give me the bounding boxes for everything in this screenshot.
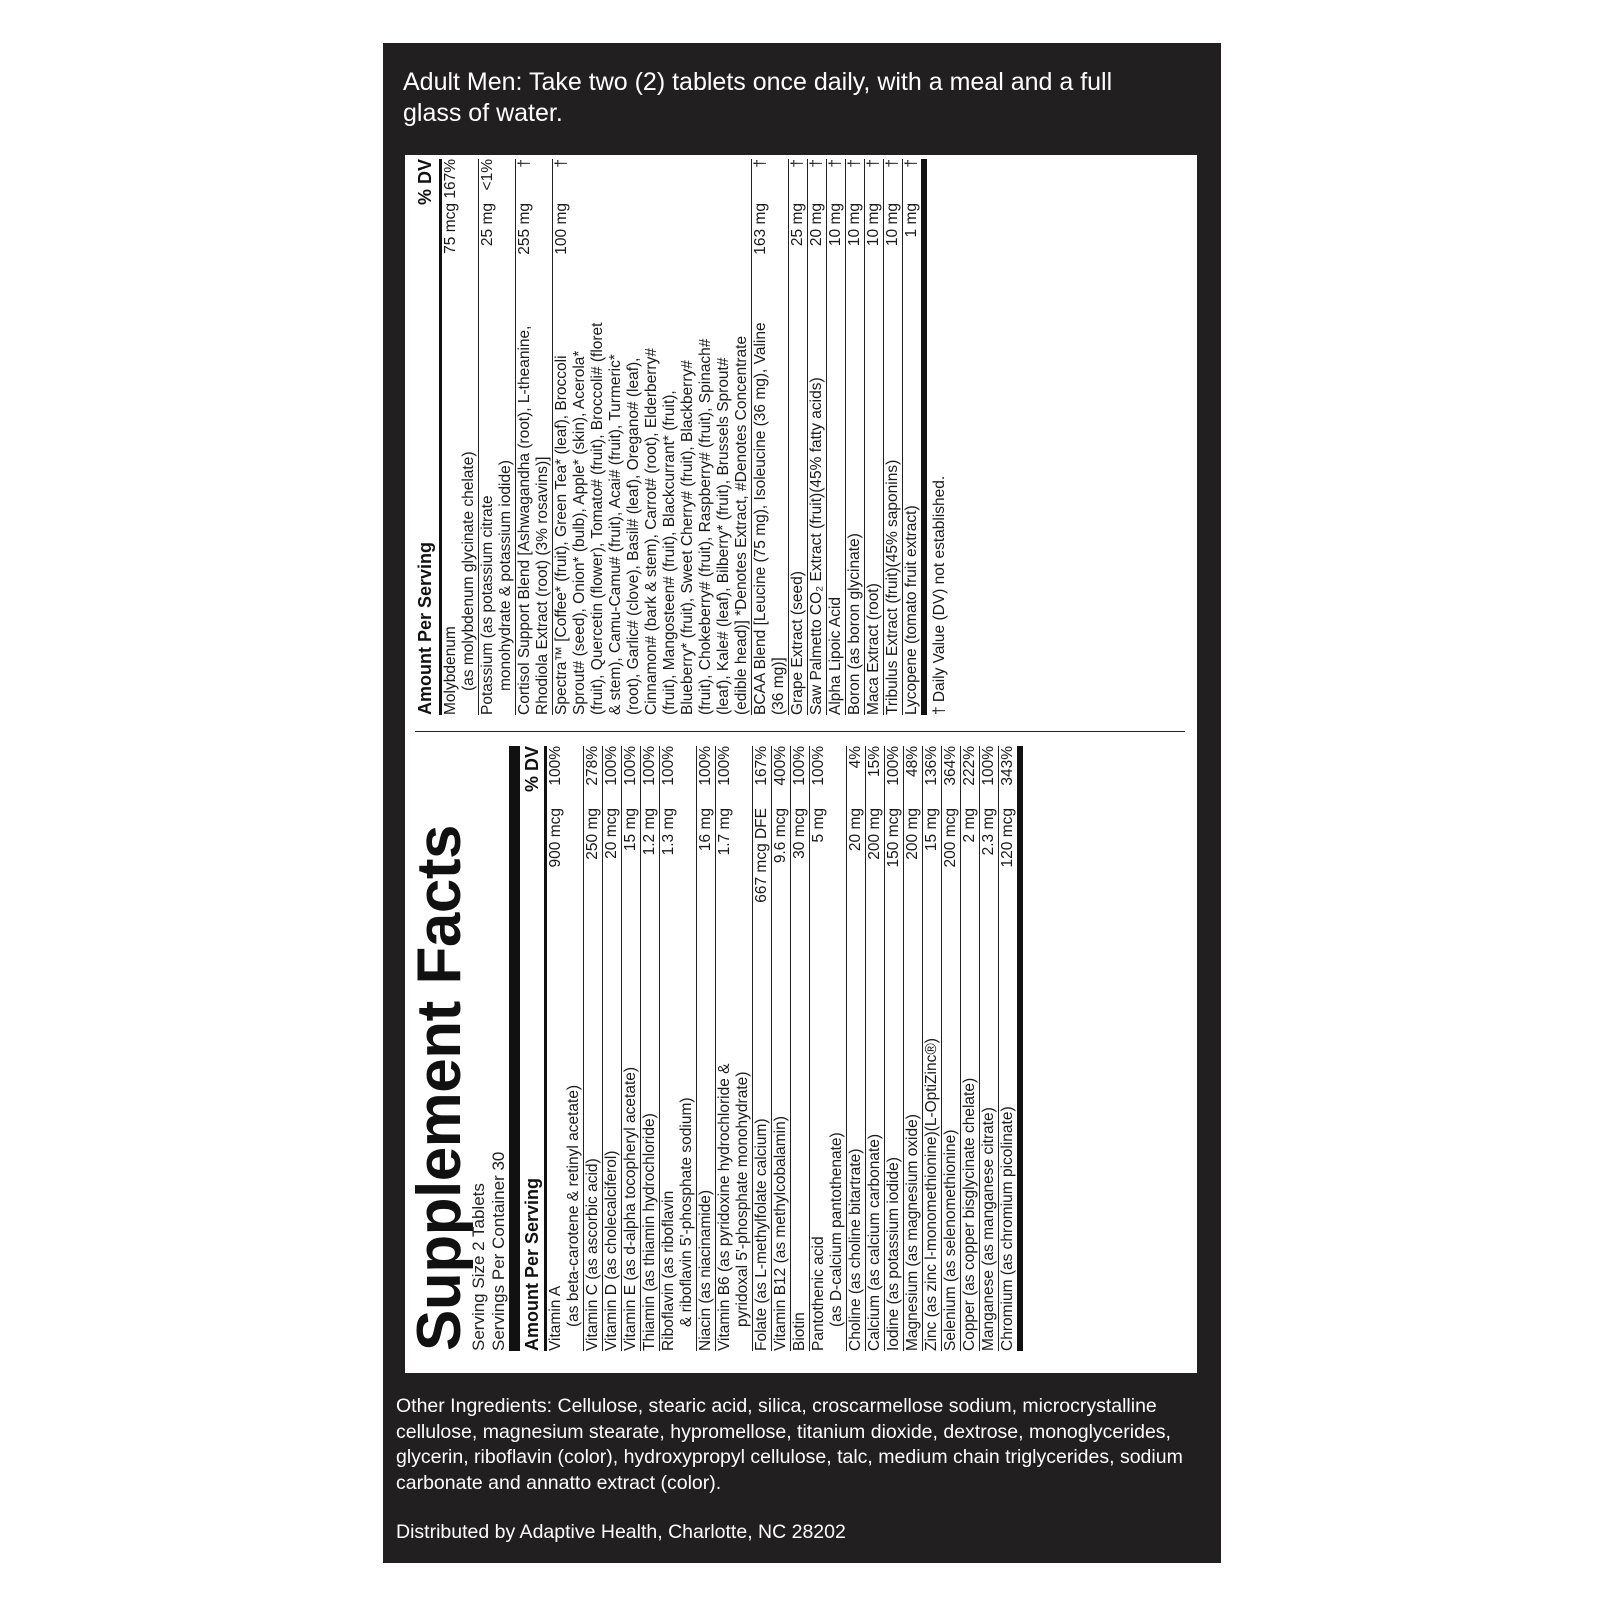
nutrient-amount: 20 mg: [847, 808, 864, 852]
nutrient-row: [622, 746, 641, 1351]
nutrient-amount: 30 mcg: [791, 808, 808, 859]
nutrient-row: [772, 746, 791, 1351]
nutrient-dv: 100%: [603, 746, 620, 786]
rotated-facts-content: [405, 155, 1197, 1373]
nutrient-row: [752, 159, 789, 715]
nutrient-label: Cortisol Support Blend [Ashwagandha (root), L-theanine, Rhodiola Extract (root) (3% rosavins)]: [516, 325, 551, 715]
nutrient-amount: 2.3 mg: [980, 808, 997, 856]
nutrient-amount: 2 mg: [961, 808, 978, 843]
nutrient-name: [808, 315, 826, 715]
nutrient-row: [753, 746, 772, 1351]
nutrient-label: Chromium (as chromium picolinate): [999, 1106, 1016, 1351]
nutrient-dv: 100%: [810, 746, 827, 786]
nutrient-row: [999, 746, 1023, 1351]
nutrient-label: Iodine (as potassium iodide): [885, 1157, 902, 1351]
nutrient-label: Vitamin A: [547, 1285, 564, 1351]
nutrient-name: [547, 966, 583, 1351]
nutrient-dv: †: [516, 159, 533, 168]
nutrient-name: [865, 315, 883, 715]
nutrient-row: [716, 746, 753, 1351]
nutrient-row: [808, 159, 827, 715]
nutrient-name: [752, 315, 788, 715]
nutrient-dv: 4%: [847, 746, 864, 769]
nutrient-dv: 100%: [641, 746, 658, 786]
nutrient-dv: †: [553, 159, 570, 168]
nutrient-name: [884, 315, 902, 715]
nutrient-label: Magnesium (as magnesium oxide): [904, 1114, 921, 1351]
distributor-text: Distributed by Adaptive Health, Charlotte, NC 28202: [396, 1521, 846, 1543]
nutrient-label: Tribulus Extract (fruit)(45% saponins): [884, 459, 901, 715]
nutrient-row: [641, 746, 660, 1351]
nutrient-label: Calcium (as calcium carbonate): [866, 1133, 883, 1351]
nutrient-label: Vitamin E (as d-alpha tocopheryl acetate): [622, 1066, 639, 1351]
nutrient-label: Vitamin B12 (as methylcobalamin): [772, 1116, 789, 1351]
serving-size: Serving Size 2 Tablets: [469, 1183, 488, 1351]
column-divider: [415, 731, 1185, 732]
nutrient-label: Molybdenum: [442, 626, 459, 715]
nutrient-label: Copper (as copper bisglycinate chelate): [961, 1077, 978, 1351]
nutrient-amount: 667 mcg DFE: [753, 808, 770, 903]
nutrient-amount: 1.2 mg: [641, 808, 658, 856]
nutrient-name: [846, 315, 864, 715]
nutrient-amount: 25 mg: [479, 203, 496, 247]
nutrient-label: Alpha Lipoic Acid: [827, 596, 844, 715]
nutrient-name: [641, 966, 659, 1351]
nutrient-name: [772, 966, 790, 1351]
nutrient-dv: †: [808, 159, 825, 168]
nutrient-row: [961, 746, 980, 1351]
nutrient-label: Spectra™ [Coffee* (fruit), Green Tea* (leaf), Broccoli Sprout# (seed), Onion* (bulb), Apple* (skin), Acerola* (fruit), Quercetin (flower), Tomato# (fruit), Broccoli# (floret & stem), Camu-Camu# (fruit), Acai# (fruit), Turmeric* (root), Garlic# (clove), Basil# (leaf), Oregano# (leaf), Cinnamon# (bark & stem), Carrot# (root), Elderberry# (fruit), Mangosteen# (fruit), Blackcurrant* (fruit), Blueberry* (fruit), Sweet Cherry# (fruit), Blackberry# (fruit), Chokeberry# (fruit), Raspberry# (fruit), Spinach# (leaf), Kale# (leaf), Bilberry* (fruit), Brussels Sprout# (edible head)] *Denotes Extract, #Denotes Concentrate: [553, 322, 750, 715]
nutrient-name: [753, 966, 771, 1351]
nutrient-dv: 100%: [885, 746, 902, 786]
nutrient-row: [547, 746, 584, 1351]
nutrient-name: [980, 966, 998, 1351]
nutrient-dv: 100%: [697, 746, 714, 786]
nutrient-row: [789, 159, 808, 715]
nutrient-name: [697, 966, 715, 1351]
nutrient-amount: 10 mg: [884, 203, 901, 247]
nutrient-source: (as molybdenum glycinate chelate): [460, 451, 477, 691]
nutrient-source: (as beta-carotene & retinyl acetate): [565, 1084, 582, 1327]
nutrient-name: [885, 966, 903, 1351]
nutrient-dv: 136%: [923, 746, 940, 786]
nutrient-name: [789, 315, 807, 715]
nutrient-row: [884, 159, 903, 715]
nutrient-dv: 100%: [791, 746, 808, 786]
nutrient-name: [866, 966, 884, 1351]
facts-title: Supplement Facts: [405, 825, 474, 1351]
nutrient-amount: 5 mg: [810, 808, 827, 843]
nutrient-name: [904, 966, 922, 1351]
nutrient-row: [791, 746, 810, 1351]
nutrient-label: Lycopene (tomato fruit extract): [903, 505, 920, 715]
nutrient-label: Maca Extract (root): [865, 583, 882, 715]
facts-column-right: [411, 159, 1191, 715]
nutrient-dv: 15%: [866, 746, 883, 778]
nutrient-amount: 10 mg: [865, 203, 882, 247]
nutrient-name: [810, 966, 846, 1351]
nutrient-list-left: [547, 746, 1023, 1351]
nutrient-name: [716, 966, 752, 1351]
nutrient-name: [584, 966, 602, 1351]
nutrient-amount: 25 mg: [789, 203, 806, 247]
nutrient-row: [904, 746, 923, 1351]
nutrient-label: Manganese (as manganese citrate): [980, 1107, 997, 1351]
nutrient-dv: 400%: [772, 746, 789, 786]
nutrient-dv: <1%: [479, 159, 496, 191]
nutrient-row: [942, 746, 961, 1351]
dv-header-2: % DV: [415, 159, 435, 206]
supplement-facts-panel: [405, 155, 1197, 1373]
nutrient-dv: †: [846, 159, 863, 168]
nutrient-row: [827, 159, 846, 715]
nutrient-name: [553, 315, 751, 715]
nutrient-row: [903, 159, 927, 715]
nutrient-name: [791, 966, 809, 1351]
nutrient-row: [553, 159, 752, 715]
nutrient-name: [442, 315, 478, 715]
nutrient-dv: 100%: [980, 746, 997, 786]
nutrient-row: [866, 746, 885, 1351]
servings-per-container: Servings Per Container 30: [489, 1151, 508, 1351]
nutrient-name: [903, 315, 921, 715]
nutrient-name: [660, 966, 696, 1351]
dv-header: % DV: [522, 746, 542, 793]
nutrient-label: Biotin: [791, 1312, 808, 1351]
nutrient-source: monohydrate & potassium iodide): [497, 460, 514, 691]
nutrient-amount: 15 mg: [622, 808, 639, 852]
nutrient-row: [479, 159, 516, 715]
nutrient-amount: 20 mcg: [603, 808, 620, 859]
nutrient-row: [697, 746, 716, 1351]
nutrient-dv: 100%: [547, 746, 564, 786]
nutrient-name: [847, 966, 865, 1351]
nutrient-name: [516, 315, 552, 715]
nutrient-amount: 255 mg: [516, 203, 533, 255]
nutrient-dv: 48%: [904, 746, 921, 778]
nutrient-label: Vitamin B6 (as pyridoxine hydrochloride &: [716, 1063, 733, 1351]
nutrient-label: Niacin (as niacinamide): [697, 1189, 714, 1351]
nutrient-name: [827, 315, 845, 715]
nutrient-amount: 10 mg: [827, 203, 844, 247]
nutrient-dv: †: [827, 159, 844, 168]
nutrient-dv: 167%: [442, 159, 459, 199]
amount-header: Amount Per Serving: [522, 1177, 542, 1351]
nutrient-label: Potassium (as potassium citrate: [479, 495, 496, 715]
nutrient-dv: 100%: [660, 746, 677, 786]
nutrient-amount: 900 mcg: [547, 808, 564, 868]
nutrient-label: Boron (as boron glycinate): [846, 533, 863, 715]
nutrient-name: [479, 315, 515, 715]
col2-header: [415, 159, 442, 715]
nutrient-row: [516, 159, 553, 715]
nutrient-amount: 200 mg: [904, 808, 921, 860]
nutrient-name: [603, 966, 621, 1351]
nutrient-amount: 1.7 mg: [716, 808, 733, 856]
nutrient-amount: 10 mg: [846, 203, 863, 247]
nutrient-amount: 75 mcg: [442, 203, 459, 254]
nutrient-amount: 150 mcg: [885, 808, 902, 868]
facts-column-left: [405, 746, 1191, 1351]
nutrient-dv: 222%: [961, 746, 978, 786]
nutrient-amount: 100 mg: [553, 203, 570, 255]
nutrient-name: [999, 966, 1017, 1351]
nutrient-row: [846, 159, 865, 715]
directions-text: Adult Men: Take two (2) tablets once daily, with a meal and a full glass of water.: [403, 68, 1113, 127]
nutrient-dv: †: [865, 159, 882, 168]
nutrient-amount: 20 mg: [808, 203, 825, 247]
nutrient-amount: 120 mcg: [999, 808, 1016, 868]
nutrient-row: [885, 746, 904, 1351]
nutrient-label: Folate (as L-methylfolate calcium): [753, 1118, 770, 1351]
nutrient-dv: 100%: [622, 746, 639, 786]
nutrient-row: [603, 746, 622, 1351]
nutrient-name: [923, 966, 941, 1351]
other-ingredients: Other Ingredients: Cellulose, stearic acid, silica, croscarmellose sodium, microcrystalline cellulose, magnesium stearate, hypromellose, titanium dioxide, dextrose, monoglycerides, glycerin, riboflavin (color), hydroxypropyl cellulose, talc, medium chain triglycerides, sodium carbonate and annatto extract (color).: [396, 1395, 1183, 1494]
nutrient-amount: 163 mg: [752, 203, 769, 255]
nutrient-label: Pantothenic acid: [810, 1236, 827, 1351]
nutrient-dv: 343%: [999, 746, 1016, 786]
nutrient-amount: 250 mg: [584, 808, 601, 860]
nutrient-dv: †: [903, 159, 920, 168]
nutrient-dv: 278%: [584, 746, 601, 786]
nutrient-amount: 15 mg: [923, 808, 940, 852]
nutrient-dv: 364%: [942, 746, 959, 786]
nutrient-label: Riboflavin (as riboflavin: [660, 1190, 677, 1351]
nutrient-dv: †: [884, 159, 901, 168]
nutrient-label: Saw Palmetto CO₂ Extract (fruit)(45% fatty acids): [808, 377, 825, 715]
nutrient-name: [961, 966, 979, 1351]
nutrient-label: Choline (as choline bitartrate): [847, 1148, 864, 1351]
nutrient-amount: 200 mg: [866, 808, 883, 860]
label-panel: [383, 43, 1221, 1563]
nutrient-amount: 1.3 mg: [660, 808, 677, 856]
nutrient-row: [865, 159, 884, 715]
nutrient-row: [810, 746, 847, 1351]
nutrient-name: [622, 966, 640, 1351]
nutrient-label: Selenium (as selenomethionine): [942, 1129, 959, 1351]
dv-footnote: † Daily Value (DV) not established.: [931, 475, 948, 715]
nutrient-row: [660, 746, 697, 1351]
nutrient-dv: †: [752, 159, 769, 168]
nutrient-source: (as D-calcium pantothenate): [828, 1132, 845, 1327]
nutrient-source: pyridoxal 5'-phosphate monohydrate): [734, 1071, 751, 1327]
nutrient-label: BCAA Blend [Leucine (75 mg), Isoleucine (36 mg), Valine (36 mg)]: [752, 322, 787, 715]
nutrient-row: [923, 746, 942, 1351]
nutrient-label: Zinc (as zinc l-monomethionine)(L-OptiZinc®): [923, 1038, 940, 1351]
nutrient-row: [442, 159, 479, 715]
nutrient-row: [847, 746, 866, 1351]
nutrient-amount: 16 mg: [697, 808, 714, 852]
nutrient-label: Grape Extract (seed): [789, 571, 806, 715]
nutrient-row: [584, 746, 603, 1351]
nutrient-name: [942, 966, 960, 1351]
col1-header: [509, 746, 547, 1351]
nutrient-dv: 100%: [716, 746, 733, 786]
amount-header-2: Amount Per Serving: [415, 541, 435, 715]
nutrient-amount: 1 mg: [903, 203, 920, 238]
nutrient-dv: 167%: [753, 746, 770, 786]
nutrient-row: [980, 746, 999, 1351]
nutrient-list-right: [442, 159, 927, 715]
nutrient-dv: †: [789, 159, 806, 168]
nutrient-amount: 9.6 mcg: [772, 808, 789, 864]
nutrient-label: Vitamin C (as ascorbic acid): [584, 1158, 601, 1351]
nutrient-label: Thiamin (as thiamin hydrochloride): [641, 1113, 658, 1351]
nutrient-amount: 200 mcg: [942, 808, 959, 868]
nutrient-source: & riboflavin 5'-phosphate sodium): [678, 1097, 695, 1327]
nutrient-label: Vitamin D (as cholecalciferol): [603, 1150, 620, 1351]
